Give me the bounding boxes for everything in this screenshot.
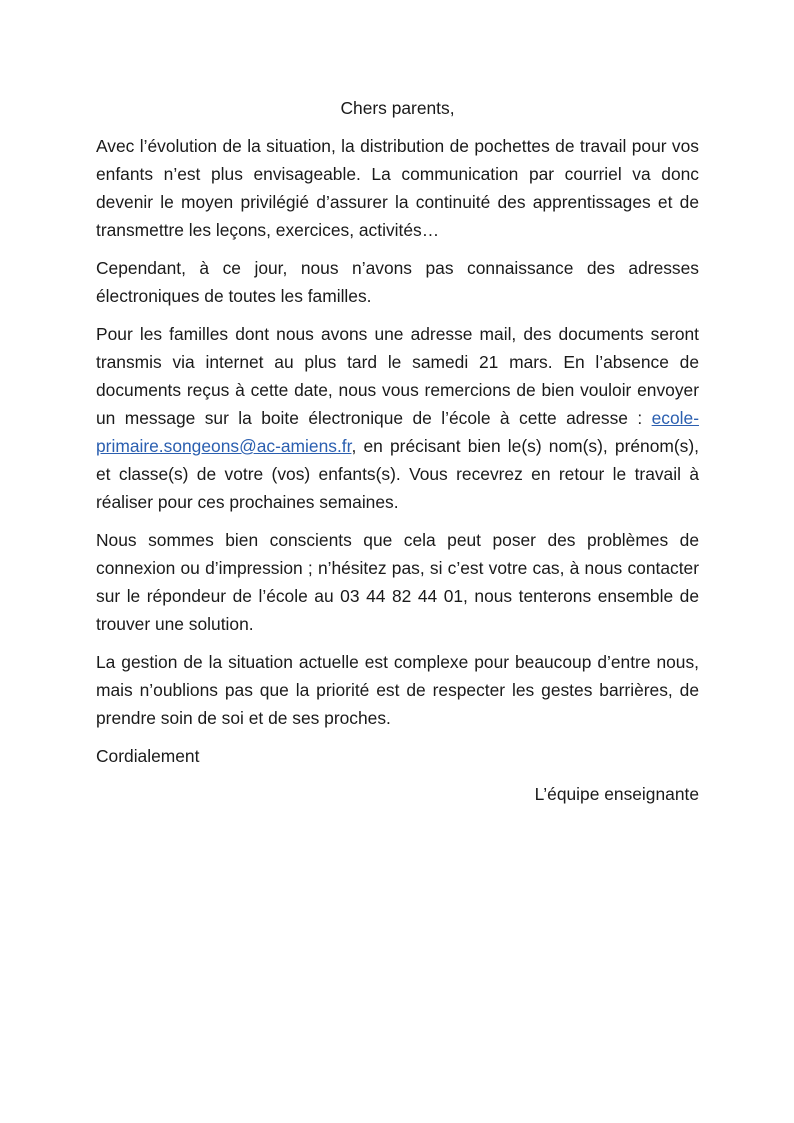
paragraph-documents [96,320,699,516]
greeting: Chers parents, [340,98,455,118]
signature: L’équipe enseignante [534,784,699,804]
letter-page [96,94,699,808]
paragraph-documents-after-email: , en précisant bien le(s) nom(s), prénom(s), et classe(s) de votre (vos) enfants(s). Vous recevrez en retour le travail à réaliser pour ces prochaines semaines. [96,436,699,512]
paragraph-email-knowledge: Cependant, à ce jour, nous n’avons pas connaissance des adresses électroniques de toutes les familles. [96,258,699,306]
paragraph-documents-before-email: Pour les familles dont nous avons une adresse mail, des documents seront transmis via internet au plus tard le samedi 21 mars. En l’absence de documents reçus à cette date, nous vous remercions de bien vouloir envoyer un message sur la boite électronique de l’école à cette adresse : [96,324,699,428]
school-email-link[interactable]: ecole-primaire.songeons@ac-amiens.fr [96,408,699,456]
paragraph-connection-issues: Nous sommes bien conscients que cela peut poser des problèmes de connexion ou d’impression ; n’hésitez pas, si c’est votre cas, à nous contacter sur le répondeur de l’école au 03 44 82 44 01, nous tenterons ensemble de trouver une solution. [96,530,699,634]
paragraph-priority: La gestion de la situation actuelle est complexe pour beaucoup d’entre nous, mais n’oublions pas que la priorité est de respecter les gestes barrières, de prendre soin de soi et de ses proches. [96,652,699,728]
paragraph-situation: Avec l’évolution de la situation, la distribution de pochettes de travail pour vos enfants n’est plus envisageable. La communication par courriel va donc devenir le moyen privilégié d’assurer la continuité des apprentissages et de transmettre les leçons, exercices, activités… [96,136,699,240]
closing: Cordialement [96,746,200,766]
